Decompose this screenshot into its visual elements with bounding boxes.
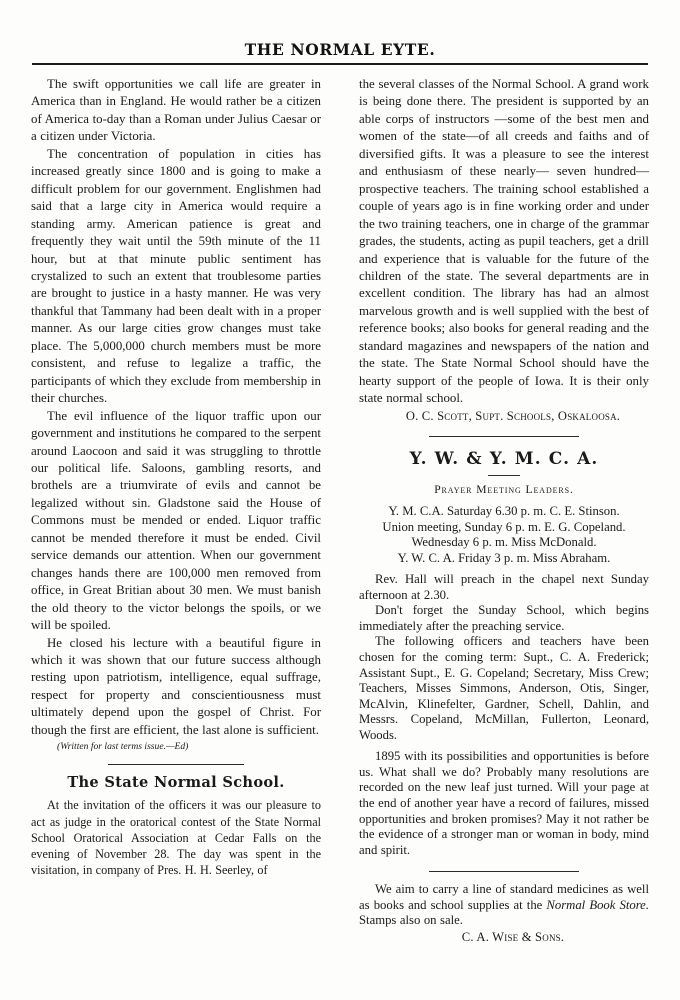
paragraph-continued: the several classes of the Normal School. A grand work is being done there. The president is supported by an able corps of instructors —some of the best men and women of the state—of all creeds and faiths and of diversified gifts. It was a pleasure to see the interest and enthusiasm of these nearly— seven hundred— prospective teachers. The training school established a couple of years ago is in fine working order and under the two training teachers, one in charge of the grammar grades, the students, acting as pupil teachers, get a drill and experience that is valuable for the future of the children of the state. The several departments are in excellent condition. The library has had an almost marvelous growth and is well supplied with the best of reference books; also books for general reading and the standard magazines and newspapers of the nation and the state. The State Normal School should have the hearty support of the people of Iowa. It is their only state normal school. bbox=[359, 77, 649, 406]
editor-note: (Written for last terms issue.—Ed) bbox=[57, 741, 189, 753]
left-column bbox=[31, 76, 321, 945]
paragraph: The following officers and teachers have been chosen for the coming term: Supt., C. A. Frederick; Assistant Supt., E. G. Copeland; Secretary, Miss Crew; Teachers, Misses Simmons, Anderson, Otis, Singer, McAlvin, Klinefelter, Gardner, Schell, Dahlin, and Messrs. Copeland, McMillan, Fullerton, Leonard, Woods. bbox=[359, 634, 649, 742]
section-divider bbox=[429, 436, 579, 437]
schedule-line: Wednesday 6 p. m. Miss McDonald. bbox=[411, 535, 597, 550]
section-divider bbox=[108, 764, 244, 765]
advertisement-divider bbox=[429, 871, 579, 872]
advertisement-signature bbox=[359, 929, 649, 946]
paragraph: 1895 with its possibilities and opportunities is before us. What shall we do? Probably many resolutions are recorded on the new leaf just turned. Will your page at the end of another year have a record of failures, missed opportunities and broken promises? May it not rather be the evidence of a stronger man or woman in body, mind and spirit. bbox=[359, 749, 649, 857]
right-column bbox=[359, 76, 649, 945]
heading-underline-rule bbox=[488, 475, 520, 476]
subsection-heading-prayer-meeting-leaders: Prayer Meeting Leaders. bbox=[434, 483, 574, 497]
schedule-line: Union meeting, Sunday 6 p. m. E. G. Copeland. bbox=[382, 519, 626, 534]
paragraph: Don't forget the Sunday School, which begins immediately after the preaching service. bbox=[359, 603, 649, 633]
signature-text: O. C. Scott, Supt. Schools, Oskaloosa. bbox=[405, 408, 621, 423]
schedule-line: Y. M. C.A. Saturday 6.30 p. m. C. E. Stinson. bbox=[388, 504, 620, 519]
page-title: THE NORMAL EYTE. bbox=[244, 40, 436, 59]
advertisement-text bbox=[359, 882, 649, 929]
ad-text-after: Stamps also on sale. bbox=[359, 913, 463, 928]
paragraph: He closed his lecture with a beautiful figure in which it was shown that our future success although resting upon patriotism, intelligence, equal suffrage, respect for property and conscientiousness must ultimately depend upon the gospel of Christ. For though the first are efficient, the last alone is sufficient. bbox=[31, 635, 321, 737]
paragraph: The concentration of population in cities has increased greatly since 1800 and is going to make a difficult problem for our government. Englishmen had said that a large city in America would require a standing army. American patience is great and frequently they wait until the 59th minute of the 11 hour, but at that minute public sentiment has crystalized to such an extent that troublesome parties are brought to justice in a hasty manner. He was very thankful that Tammany had been dealt with in a proper manner. As our large cities grow changes must take place. The 5,000,000 church members must be more consistent, and refuse to legalize a traffic, the participants of which they exclude from membership in their churches. bbox=[31, 146, 321, 406]
masthead-divider bbox=[32, 63, 648, 65]
advertiser-name: C. A. Wise & Sons. bbox=[461, 929, 565, 944]
paragraph: Rev. Hall will preach in the chapel next Sunday afternoon at 2.30. bbox=[359, 572, 649, 602]
paragraph: The evil influence of the liquor traffic upon our government and institutions he compared to the serpent around Laocoon and said it was struggling to throttle our political life. Saloons, gambling resorts, and brothels are a triumvirate of evils and cannot be legalized without sin. Gladstone said the House of Commons must be mended or ended. Liquor traffic cannot be mended therefore it must be ended. Civil service demands our attention. When our government changes hands there are 100,000 men removed from office, in Great Britian about 30 men. We must banish the old theory to the victor belongs the spoils, or we will be spoiled. bbox=[31, 408, 321, 633]
two-column-layout bbox=[0, 76, 680, 945]
section-heading-ywca-ymca: Y. W. & Y. M. C. A. bbox=[409, 449, 599, 470]
schedule-line: Y. W. C. A. Friday 3 p. m. Miss Abraham. bbox=[397, 550, 611, 565]
paragraph: The swift opportunities we call life are greater in America than in England. He would rather be a citizen of America to-day than a Roman under Julius Caesar or a citizen under Victoria. bbox=[31, 77, 321, 144]
article-signature bbox=[359, 408, 649, 425]
paragraph: At the invitation of the officers it was our pleasure to act as judge in the oratorical contest of the State Normal School Oratorical Association at Cedar Falls on the evening of November 28. The day was spent in the visitation, in company of Pres. H. H. Seerley, of bbox=[31, 798, 321, 878]
section-heading-state-normal-school: The State Normal School. bbox=[67, 774, 285, 792]
ad-store-name: Normal Book Store. bbox=[546, 897, 649, 912]
ad-text-before: We aim to carry a line of standard medicines as well as books and school supplies at the bbox=[359, 882, 649, 912]
